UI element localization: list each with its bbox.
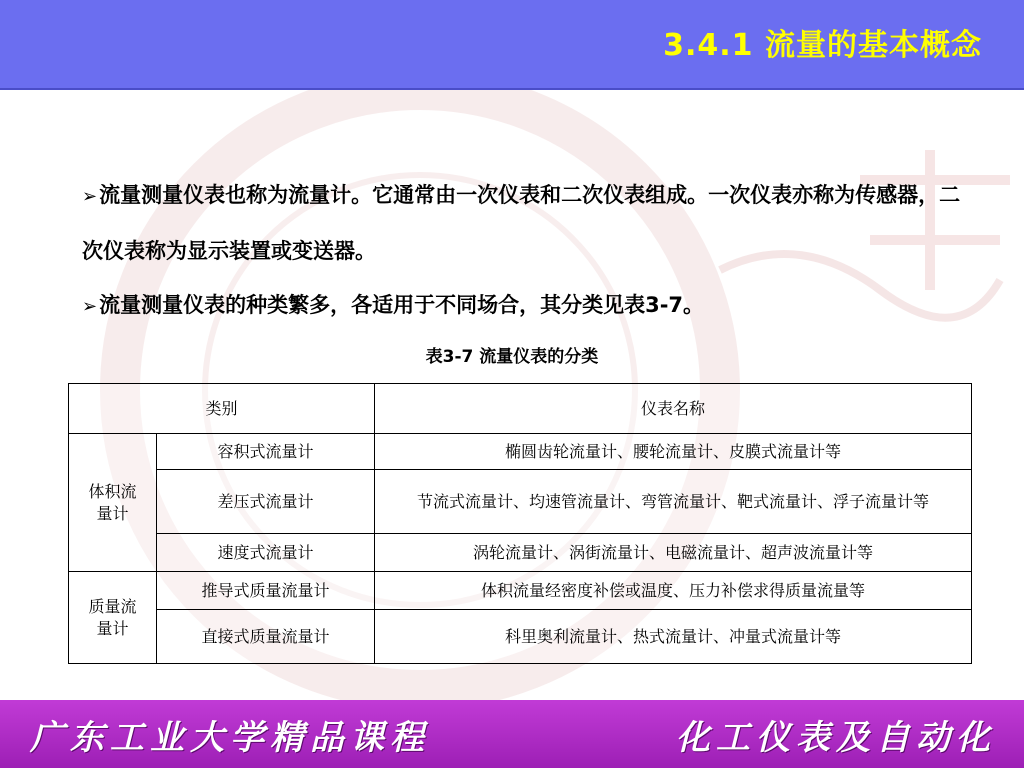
table-row [69,534,972,572]
group-mass-label: 质量流量计 [88,596,137,638]
group-mass-cell [69,572,157,664]
type-cell: 速度式流量计 [157,534,375,572]
names-cell: 科里奥利流量计、热式流量计、冲量式流量计等 [375,610,972,664]
header-category-cell: 类别 [69,384,375,434]
paragraph-1-text: 流量测量仪表也称为流量计。它通常由一次仪表和二次仪表组成。一次仪表亦称为传感器，二次仪表称为显示装置或变送器。 [82,183,961,263]
table-row [69,572,972,610]
slide-header [0,0,1024,90]
slide-title: 3.4.1 流量的基本概念 [663,28,982,63]
type-cell: 容积式流量计 [157,434,375,470]
flowmeter-classification-table [68,383,972,664]
names-cell: 椭圆齿轮流量计、腰轮流量计、皮膜式流量计等 [375,434,972,470]
paragraph-2-text: 流量测量仪表的种类繁多，各适用于不同场合，其分类见表3-7。 [99,293,705,317]
footer-subject-label: 化工仪表及自动化 [676,718,996,758]
group-volume-cell [69,434,157,572]
footer-course-label: 广东工业大学精品课程 [30,718,430,758]
paragraph-1 [82,168,962,278]
names-cell: 体积流量经密度补偿或温度、压力补偿求得质量流量等 [375,572,972,610]
header-names-cell: 仪表名称 [375,384,972,434]
group-volume-label: 体积流量计 [88,481,137,523]
slide-footer [0,700,1024,768]
names-cell [375,470,972,534]
names-cell: 涡轮流量计、涡街流量计、电磁流量计、超声波流量计等 [375,534,972,572]
table-row [69,434,972,470]
paragraph-2 [82,278,962,334]
body-text [82,168,962,334]
arrow-bullet-icon: ➢ [82,296,98,317]
table-row [69,610,972,664]
names-text: 节流式流量计、均速管流量计、弯管流量计、靶式流量计、浮子流量计等 [416,491,929,511]
table-row [69,470,972,534]
arrow-bullet-icon: ➢ [82,186,98,207]
type-cell: 差压式流量计 [157,470,375,534]
type-cell: 推导式质量流量计 [157,572,375,610]
table-caption: 表3-7 流量仪表的分类 [425,347,599,367]
table-header-row [69,384,972,434]
type-cell: 直接式质量流量计 [157,610,375,664]
